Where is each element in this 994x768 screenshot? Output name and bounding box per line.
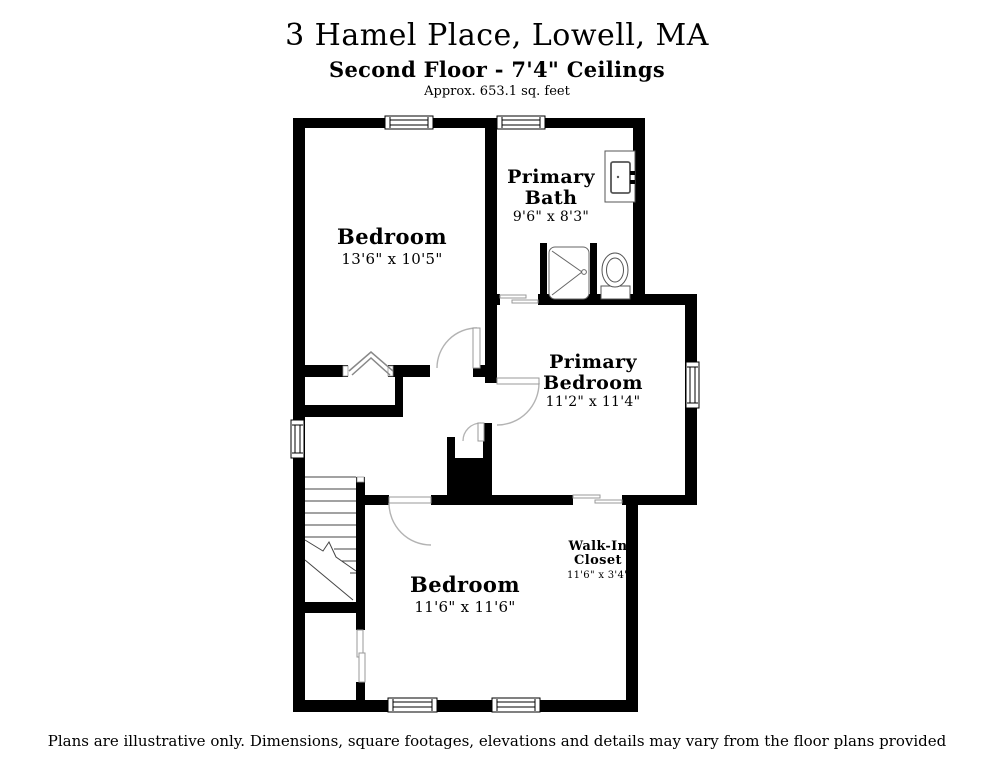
wall: [485, 118, 497, 383]
area-note: Approx. 653.1 sq. feet: [424, 84, 570, 99]
wall: [638, 495, 697, 505]
wall: [540, 243, 547, 301]
wall: [626, 495, 638, 712]
wall: [356, 477, 365, 630]
door-swing-icon: [463, 423, 484, 441]
wall: [388, 365, 430, 377]
walls: [293, 118, 697, 712]
attic-chevron-icon: [349, 352, 393, 375]
room-name: Bedroom: [410, 572, 520, 597]
wall: [622, 495, 638, 505]
vanity-sink-icon: [605, 151, 635, 202]
window-icon: [497, 116, 545, 129]
room-name: Walk-In Closet: [568, 539, 628, 569]
window-icon: [686, 362, 699, 408]
window-icon: [385, 116, 433, 129]
page-title: 3 Hamel Place, Lowell, MA: [285, 18, 709, 53]
wall-cap: [357, 477, 364, 482]
door-swing-icon: [389, 497, 431, 545]
wall: [293, 118, 645, 128]
room-name: Primary Bedroom: [543, 351, 643, 394]
wall: [590, 243, 597, 301]
room-label-bedroom-2: [410, 574, 520, 615]
room-label-primary-bedroom: [523, 352, 663, 410]
window-icon: [388, 698, 437, 712]
doorway-opening-icon: [500, 295, 538, 303]
shower-icon: [549, 247, 589, 299]
wall-cap: [343, 366, 348, 376]
wall: [293, 700, 638, 712]
disclaimer-text: Plans are illustrative only. Dimensions, square footages, elevations and details may vary from the floor plans provided: [47, 732, 947, 750]
room-dimensions: 9'6" x 8'3": [512, 209, 590, 226]
room-dimensions: 11'6" x 11'6": [414, 597, 516, 616]
toilet-icon: [601, 253, 630, 299]
room-label-bedroom-1: [337, 226, 447, 267]
window-icon: [291, 420, 304, 458]
door-swing-icon: [437, 328, 480, 368]
doorway-opening-icon: [573, 495, 622, 503]
room-dimensions: 11'6" x 3'4": [566, 569, 630, 581]
wall: [485, 294, 500, 305]
room-label-primary-bath: [496, 167, 606, 225]
window-icon: [492, 698, 540, 712]
wall: [447, 458, 492, 497]
floor-title: Second Floor - 7'4" Ceilings: [329, 57, 665, 82]
room-name: Bedroom: [337, 224, 447, 249]
wall: [633, 118, 645, 305]
room-name: Primary Bath: [507, 166, 595, 209]
wall: [302, 602, 356, 613]
wall: [431, 495, 573, 505]
wall: [302, 365, 348, 377]
wall: [356, 682, 365, 712]
room-dimensions: 13'6" x 10'5": [341, 249, 443, 268]
wall: [302, 405, 403, 417]
staircase-icon: [305, 477, 356, 600]
room-label-walk-in-closet: [559, 540, 637, 581]
sliding-door-icon: [357, 630, 365, 682]
room-dimensions: 11'2" x 11'4": [545, 394, 641, 411]
